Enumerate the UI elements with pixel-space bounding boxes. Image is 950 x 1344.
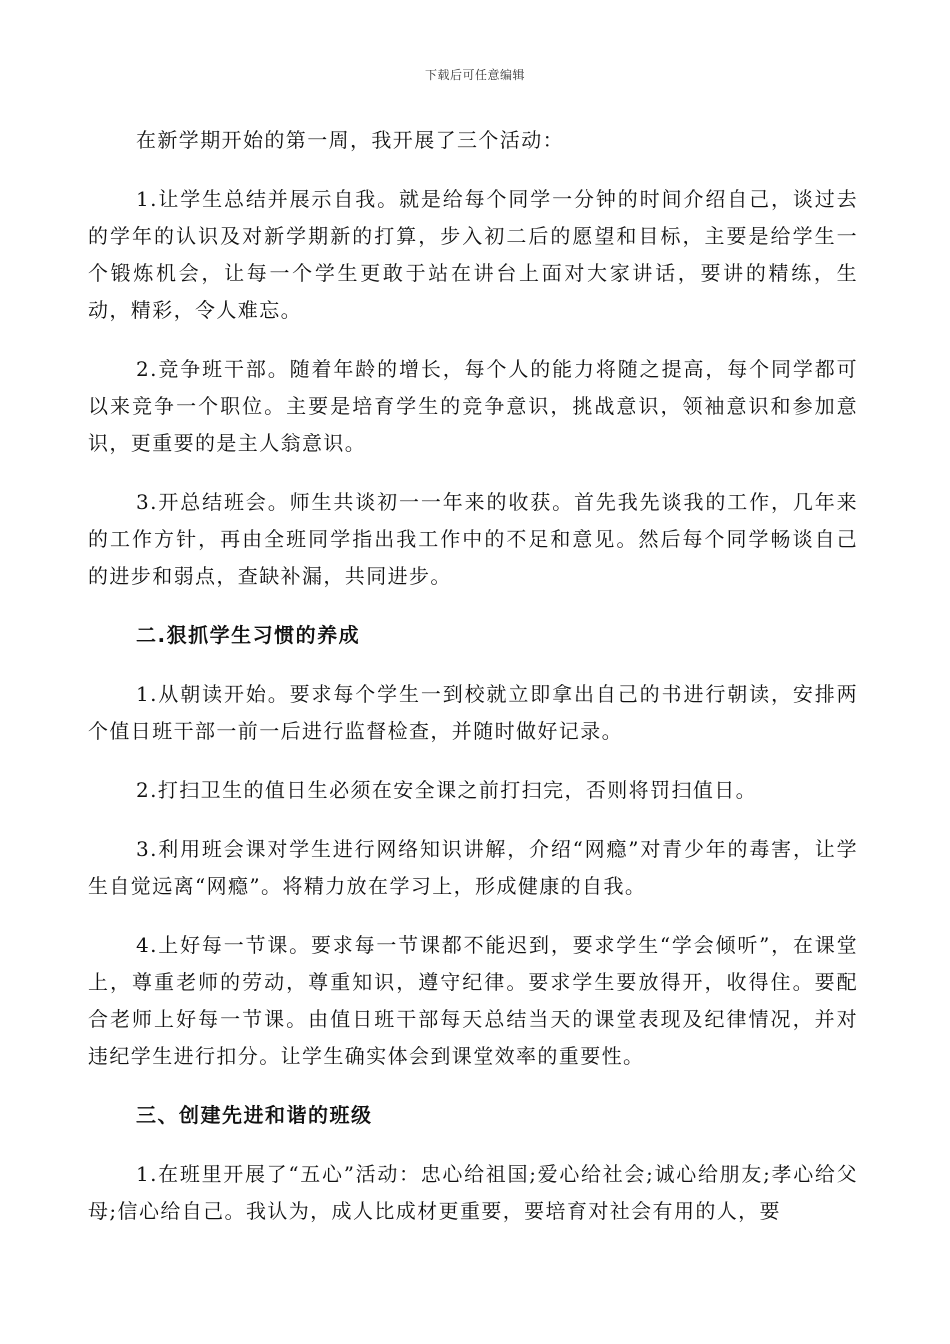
section-3-heading: 三、创建先进和谐的班级	[136, 1103, 373, 1127]
activity-paragraph-2: 2.竞争班干部。随着年龄的增长，每个人的能力将随之提高，每个同学都可以来竞争一个职位。主要是培育学生的竞争意识，挑战意识，领袖意识和参加意识，更重要的是主人翁意识。	[88, 357, 858, 455]
section-2-item-4: 4.上好每一节课。要求每一节课都不能迟到，要求学生“学会倾听”，在课堂上，尊重老师的劳动，尊重知识，遵守纪律。要求学生要放得开，收得住。要配合老师上好每一节课。由值日班干部每天总结当天的课堂表现及纪律情况，并对违纪学生进行扣分。让学生确实体会到课堂效率的重要性。	[88, 933, 858, 1068]
section-3-item-1: 1.在班里开展了“五心”活动：忠心给祖国;爱心给社会;诚心给朋友;孝心给父母;信心给自己。我认为，成人比成材更重要，要培育对社会有用的人，要	[88, 1162, 858, 1223]
header-note: 下载后可任意编辑	[424, 68, 525, 82]
intro-paragraph: 在新学期开始的第一周，我开展了三个活动：	[136, 128, 564, 152]
activity-paragraph-3: 3.开总结班会。师生共谈初一一年来的收获。首先我先谈我的工作，几年来的工作方针，再由全班同学指出我工作中的不足和意见。然后每个同学畅谈自己的进步和弱点，查缺补漏，共同进步。	[88, 490, 858, 588]
section-2-heading: 二.狠抓学生习惯的养成	[136, 623, 361, 647]
document-body	[88, 122, 858, 1230]
section-2-item-2: 2.打扫卫生的值日生必须在安全课之前打扫完，否则将罚扫值日。	[136, 778, 758, 802]
activity-paragraph-1: 1.让学生总结并展示自我。就是给每个同学一分钟的时间介绍自己，谈过去的学年的认识及对新学期新的打算，步入初二后的愿望和目标，主要是给学生一个锻炼机会，让每一个学生更敢于站在讲台上面对大家讲话，要讲的精练，生动，精彩，令人难忘。	[88, 187, 858, 322]
section-2-item-3: 3.利用班会课对学生进行网络知识讲解，介绍“网瘾”对青少年的毒害，让学生自觉远离“网瘾”。将精力放在学习上，形成健康的自我。	[88, 837, 858, 898]
section-2-item-1: 1.从朝读开始。要求每个学生一到校就立即拿出自己的书进行朝读，安排两个值日班干部一前一后进行监督检查，并随时做好记录。	[88, 682, 858, 743]
